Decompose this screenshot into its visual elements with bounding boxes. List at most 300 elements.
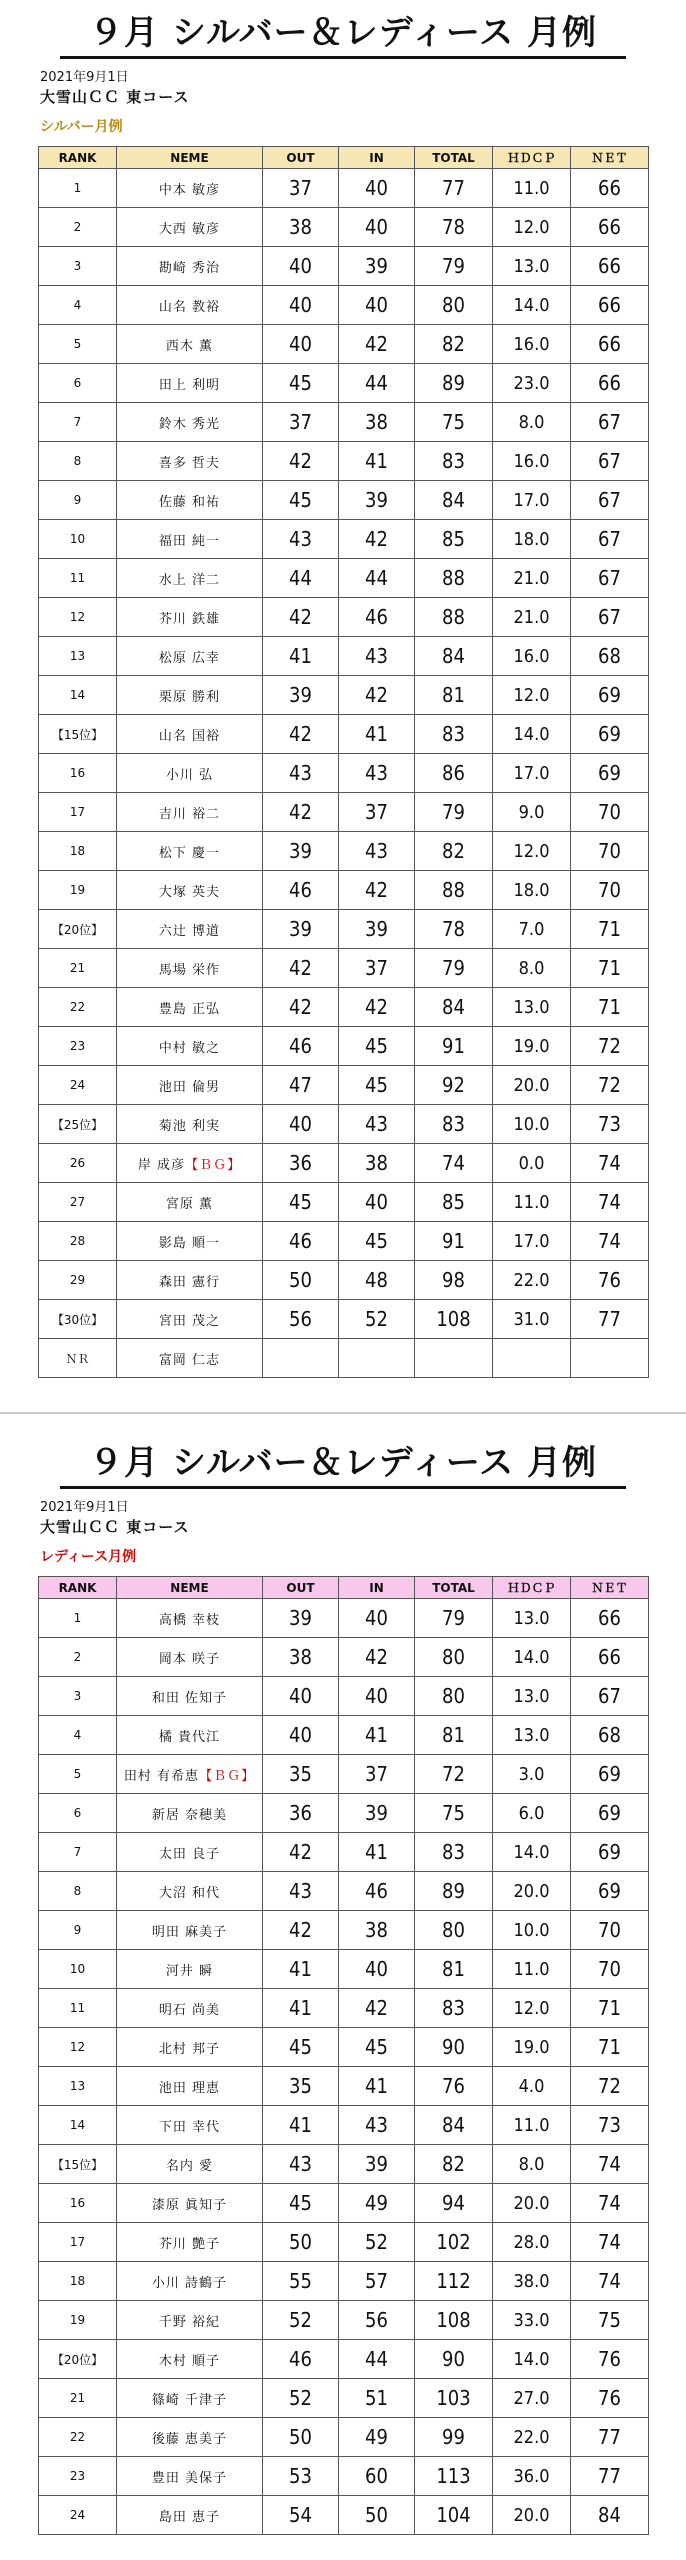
net-cell <box>571 1105 649 1144</box>
header-in: IN <box>339 147 415 169</box>
in-cell <box>339 169 415 208</box>
net-cell <box>571 1222 649 1261</box>
total-cell-text: 75 <box>442 410 465 434</box>
total-cell <box>415 559 493 598</box>
hdcp-cell <box>493 1183 571 1222</box>
in-cell-text: 42 <box>365 332 388 356</box>
net-cell <box>571 1261 649 1300</box>
out-cell <box>263 1755 339 1794</box>
in-cell-text: 46 <box>365 1879 388 1903</box>
table-row <box>39 286 649 325</box>
name-cell-text: 橘 貴代江 <box>158 1729 221 1745</box>
net-cell <box>571 598 649 637</box>
out-cell-text: 50 <box>289 2425 312 2449</box>
in-cell-text: 40 <box>365 1957 388 1981</box>
net-cell-text: 67 <box>598 488 621 512</box>
name-cell <box>117 1222 263 1261</box>
silver-date: 2021年9月1日 <box>40 70 129 85</box>
net-cell-text: 68 <box>598 644 621 668</box>
in-cell-text: 38 <box>365 410 388 434</box>
table-row <box>39 1027 649 1066</box>
header-in: IN <box>339 1577 415 1599</box>
out-cell <box>263 2067 339 2106</box>
net-cell <box>571 1755 649 1794</box>
hdcp-cell <box>493 793 571 832</box>
out-cell <box>263 1989 339 2028</box>
total-cell-text: 84 <box>442 644 465 668</box>
rank-cell-text: 13 <box>69 2079 86 2093</box>
in-cell-text: 43 <box>365 761 388 785</box>
rank-cell <box>39 1872 117 1911</box>
rank-cell-text: 28 <box>69 1234 86 1248</box>
in-cell-text: 39 <box>365 488 388 512</box>
out-cell <box>263 2145 339 2184</box>
net-cell <box>571 2028 649 2067</box>
table-row <box>39 598 649 637</box>
in-cell <box>339 2184 415 2223</box>
net-cell <box>571 871 649 910</box>
total-cell <box>415 481 493 520</box>
header-total: TOTAL <box>415 147 493 169</box>
hdcp-cell <box>493 1677 571 1716</box>
net-cell <box>571 2067 649 2106</box>
name-cell <box>117 1872 263 1911</box>
net-cell <box>571 1144 649 1183</box>
total-cell <box>415 2145 493 2184</box>
hdcp-cell <box>493 2418 571 2457</box>
name-cell <box>117 1833 263 1872</box>
rank-cell-text: 16 <box>69 2196 86 2210</box>
rank-cell-text: 8 <box>73 1884 82 1898</box>
hdcp-cell <box>493 1755 571 1794</box>
in-cell-text: 43 <box>365 839 388 863</box>
total-cell <box>415 1794 493 1833</box>
rank-cell-text: 10 <box>69 532 86 546</box>
in-cell-text: 41 <box>365 1840 388 1864</box>
net-cell <box>571 1183 649 1222</box>
rank-cell-text: 2 <box>73 1650 82 1664</box>
table-row <box>39 949 649 988</box>
in-cell-text: 40 <box>365 1190 388 1214</box>
hdcp-cell-text: 13.0 <box>513 1724 550 1746</box>
hdcp-cell <box>493 403 571 442</box>
out-cell-text: 41 <box>289 2113 312 2137</box>
name-cell <box>117 988 263 1027</box>
net-cell <box>571 247 649 286</box>
net-cell-text: 69 <box>598 761 621 785</box>
in-cell-text: 56 <box>365 2308 388 2332</box>
name-cell-text: 田上 利明 <box>158 377 221 393</box>
name-cell <box>117 1144 263 1183</box>
rank-cell-text: 1 <box>73 181 82 195</box>
name-cell <box>117 169 263 208</box>
name-cell <box>117 1261 263 1300</box>
table-row <box>39 2028 649 2067</box>
out-cell-text: 43 <box>289 2152 312 2176</box>
in-cell <box>339 1950 415 1989</box>
in-cell <box>339 1794 415 1833</box>
total-cell-text: 82 <box>442 332 465 356</box>
total-cell-text: 84 <box>442 995 465 1019</box>
name-cell-text: 後藤 恵美子 <box>151 2431 228 2447</box>
hdcp-cell <box>493 481 571 520</box>
net-cell-text: 74 <box>598 2230 621 2254</box>
rank-cell-text: 7 <box>73 1845 82 1859</box>
net-cell <box>571 1677 649 1716</box>
total-cell-text: 91 <box>442 1229 465 1253</box>
out-cell <box>263 286 339 325</box>
out-cell <box>263 676 339 715</box>
name-cell <box>117 598 263 637</box>
total-cell <box>415 2028 493 2067</box>
total-cell-text: 79 <box>442 1606 465 1630</box>
net-cell <box>571 754 649 793</box>
out-cell-text: 37 <box>289 410 312 434</box>
out-cell <box>263 793 339 832</box>
hdcp-cell <box>493 2223 571 2262</box>
in-cell-text: 46 <box>365 605 388 629</box>
rank-cell-text: 【30位】 <box>51 1312 104 1327</box>
name-cell <box>117 637 263 676</box>
total-cell-text: 113 <box>436 2464 471 2488</box>
hdcp-cell <box>493 2184 571 2223</box>
out-cell <box>263 1261 339 1300</box>
hdcp-cell <box>493 559 571 598</box>
hdcp-cell-text: 12.0 <box>513 684 550 706</box>
name-cell <box>117 949 263 988</box>
net-cell <box>571 637 649 676</box>
ladies-title: ９月 シルバー＆レディース 月例 <box>60 1442 626 1489</box>
out-cell <box>263 559 339 598</box>
out-cell <box>263 637 339 676</box>
in-cell <box>339 1872 415 1911</box>
total-cell-text: 92 <box>442 1073 465 1097</box>
net-cell <box>571 1794 649 1833</box>
hdcp-cell <box>493 598 571 637</box>
hdcp-cell-text: 4.0 <box>518 2075 545 2097</box>
rank-cell <box>39 1222 117 1261</box>
total-cell-text: 79 <box>442 800 465 824</box>
name-cell-text: 岸 成彦 <box>137 1157 186 1173</box>
name-cell-text: 芥川 鉄雄 <box>158 611 221 627</box>
name-cell-text: 中村 敏之 <box>158 1040 221 1056</box>
rank-cell <box>39 988 117 1027</box>
rank-cell-text: 5 <box>73 1767 82 1781</box>
total-cell-text: 94 <box>442 2191 465 2215</box>
hdcp-cell-text: 20.0 <box>513 1074 550 1096</box>
name-cell-text: 豊島 正弘 <box>158 1001 221 1017</box>
name-cell-text: 松原 広幸 <box>158 650 221 666</box>
hdcp-cell-text: 22.0 <box>513 1269 550 1291</box>
hdcp-cell <box>493 949 571 988</box>
out-cell <box>263 2496 339 2535</box>
total-cell <box>415 442 493 481</box>
table-row <box>39 325 649 364</box>
rank-cell-text: 12 <box>69 610 86 624</box>
hdcp-cell-text: 16.0 <box>513 450 550 472</box>
in-cell-text: 42 <box>365 1645 388 1669</box>
net-cell-text: 67 <box>598 605 621 629</box>
name-cell <box>117 715 263 754</box>
out-cell <box>263 2301 339 2340</box>
hdcp-cell <box>493 910 571 949</box>
hdcp-cell-text: 8.0 <box>518 2153 545 2175</box>
hdcp-cell-text: 0.0 <box>518 1152 545 1174</box>
net-cell-text: 66 <box>598 176 621 200</box>
net-cell-text: 69 <box>598 722 621 746</box>
hdcp-cell <box>493 1911 571 1950</box>
out-cell <box>263 1911 339 1950</box>
name-cell <box>117 1599 263 1638</box>
total-cell <box>415 2067 493 2106</box>
hdcp-cell <box>493 637 571 676</box>
out-cell-text: 43 <box>289 1879 312 1903</box>
hdcp-cell-text: 14.0 <box>513 294 550 316</box>
net-cell-text: 70 <box>598 800 621 824</box>
rank-cell <box>39 2106 117 2145</box>
net-cell <box>571 1989 649 2028</box>
table-row <box>39 1261 649 1300</box>
total-cell <box>415 2418 493 2457</box>
out-cell <box>263 2028 339 2067</box>
rank-cell <box>39 2067 117 2106</box>
rank-cell <box>39 1261 117 1300</box>
table-row <box>39 832 649 871</box>
net-cell <box>571 286 649 325</box>
name-cell <box>117 2496 263 2535</box>
out-cell-text: 36 <box>289 1801 312 1825</box>
in-cell <box>339 1833 415 1872</box>
hdcp-cell <box>493 832 571 871</box>
total-cell <box>415 1755 493 1794</box>
out-cell <box>263 832 339 871</box>
out-cell-text: 39 <box>289 683 312 707</box>
total-cell <box>415 1261 493 1300</box>
hdcp-cell <box>493 1833 571 1872</box>
rank-cell <box>39 2457 117 2496</box>
name-cell <box>117 1989 263 2028</box>
out-cell <box>263 1677 339 1716</box>
out-cell <box>263 2379 339 2418</box>
silver-header-row <box>39 147 649 169</box>
total-cell <box>415 403 493 442</box>
out-cell-text: 46 <box>289 1229 312 1253</box>
net-cell-text: 73 <box>598 1112 621 1136</box>
hdcp-cell <box>493 1989 571 2028</box>
total-cell-text: 103 <box>436 2386 471 2410</box>
table-row <box>39 2457 649 2496</box>
rank-cell-text: 13 <box>69 649 86 663</box>
out-cell-text: 52 <box>289 2308 312 2332</box>
hdcp-cell-text: 14.0 <box>513 1841 550 1863</box>
total-cell-text: 102 <box>436 2230 471 2254</box>
net-cell <box>571 1027 649 1066</box>
in-cell-text: 38 <box>365 1918 388 1942</box>
table-row <box>39 520 649 559</box>
out-cell <box>263 1833 339 1872</box>
table-row <box>39 2067 649 2106</box>
name-cell <box>117 481 263 520</box>
rank-cell-text: 24 <box>69 2508 86 2522</box>
ladies-table-body <box>39 1599 649 2535</box>
total-cell-text: 84 <box>442 2113 465 2137</box>
rank-cell-text: 24 <box>69 1078 86 1092</box>
rank-cell-text: 6 <box>73 1806 82 1820</box>
header-hdcp: ＨＤＣＰ <box>493 1577 571 1599</box>
bg-tag: 【ＢＧ】 <box>185 1157 242 1173</box>
total-cell <box>415 1183 493 1222</box>
table-row <box>39 559 649 598</box>
in-cell <box>339 520 415 559</box>
rank-cell-text: 12 <box>69 2040 86 2054</box>
name-cell <box>117 286 263 325</box>
rank-cell-text: 21 <box>69 2391 86 2405</box>
in-cell <box>339 1638 415 1677</box>
ladies-section <box>0 1430 686 2560</box>
out-cell-text: 35 <box>289 2074 312 2098</box>
total-cell-text: 77 <box>442 176 465 200</box>
net-cell-text: 72 <box>598 2074 621 2098</box>
name-cell <box>117 754 263 793</box>
name-cell-text: 明石 尚美 <box>158 2002 221 2018</box>
hdcp-cell-text: 6.0 <box>518 1802 545 1824</box>
rank-cell <box>39 481 117 520</box>
net-cell <box>571 832 649 871</box>
out-cell-text: 41 <box>289 644 312 668</box>
name-cell <box>117 832 263 871</box>
net-cell-text: 70 <box>598 1918 621 1942</box>
name-cell-text: 豊田 美保子 <box>151 2470 228 2486</box>
in-cell <box>339 598 415 637</box>
hdcp-cell <box>493 208 571 247</box>
in-cell <box>339 1599 415 1638</box>
out-cell <box>263 1183 339 1222</box>
in-cell <box>339 1066 415 1105</box>
net-cell-text: 66 <box>598 1606 621 1630</box>
in-cell <box>339 1105 415 1144</box>
hdcp-cell-text: 20.0 <box>513 2192 550 2214</box>
table-row <box>39 715 649 754</box>
name-cell <box>117 325 263 364</box>
net-cell <box>571 2379 649 2418</box>
name-cell <box>117 520 263 559</box>
hdcp-cell-text: 10.0 <box>513 1919 550 1941</box>
rank-cell-text: 22 <box>69 1000 86 1014</box>
hdcp-cell <box>493 286 571 325</box>
out-cell <box>263 2418 339 2457</box>
in-cell <box>339 1716 415 1755</box>
rank-cell <box>39 169 117 208</box>
name-cell <box>117 1183 263 1222</box>
total-cell-text: 89 <box>442 371 465 395</box>
name-cell-text: 漆原 眞知子 <box>151 2197 228 2213</box>
hdcp-cell-text: 20.0 <box>513 1880 550 1902</box>
name-cell-text: 岡本 咲子 <box>158 1651 221 1667</box>
in-cell <box>339 481 415 520</box>
net-cell-text: 73 <box>598 2113 621 2137</box>
total-cell <box>415 598 493 637</box>
rank-cell <box>39 1755 117 1794</box>
name-cell-text: 小川 詩鶴子 <box>151 2275 228 2291</box>
total-cell-text: 108 <box>436 2308 471 2332</box>
name-cell <box>117 403 263 442</box>
name-cell-text: 菊池 利実 <box>158 1118 221 1134</box>
rank-cell <box>39 364 117 403</box>
rank-cell-text: 【20位】 <box>51 922 104 937</box>
hdcp-cell <box>493 988 571 1027</box>
out-cell-text: 45 <box>289 488 312 512</box>
in-cell-text: 44 <box>365 566 388 590</box>
name-cell-text: 高橋 幸枝 <box>158 1612 221 1628</box>
out-cell-text: 43 <box>289 527 312 551</box>
name-cell-text: 明田 麻美子 <box>151 1924 228 1940</box>
rank-cell <box>39 1144 117 1183</box>
rank-cell <box>39 2145 117 2184</box>
table-row <box>39 2340 649 2379</box>
hdcp-cell-text: 10.0 <box>513 1113 550 1135</box>
net-cell <box>571 2262 649 2301</box>
net-cell-text: 71 <box>598 956 621 980</box>
net-cell-text: 70 <box>598 878 621 902</box>
net-cell <box>571 2184 649 2223</box>
table-row <box>39 2106 649 2145</box>
rank-cell-text: 3 <box>73 1689 82 1703</box>
hdcp-cell <box>493 676 571 715</box>
out-cell <box>263 1300 339 1339</box>
hdcp-cell <box>493 2145 571 2184</box>
out-cell-text: 54 <box>289 2503 312 2527</box>
total-cell-text: 75 <box>442 1801 465 1825</box>
rank-cell-text: 16 <box>69 766 86 780</box>
rank-cell-text: 10 <box>69 1962 86 1976</box>
hdcp-cell <box>493 2301 571 2340</box>
out-cell <box>263 598 339 637</box>
rank-cell <box>39 325 117 364</box>
table-row <box>39 1989 649 2028</box>
in-cell-text: 37 <box>365 800 388 824</box>
total-cell <box>415 1638 493 1677</box>
total-cell <box>415 1144 493 1183</box>
hdcp-cell <box>493 1794 571 1833</box>
out-cell <box>263 1716 339 1755</box>
in-cell <box>339 988 415 1027</box>
table-row <box>39 676 649 715</box>
net-cell <box>571 442 649 481</box>
in-cell <box>339 910 415 949</box>
out-cell <box>263 325 339 364</box>
table-row <box>39 910 649 949</box>
hdcp-cell-text: 11.0 <box>513 1191 550 1213</box>
silver-table-body <box>39 169 649 1378</box>
total-cell-text: 83 <box>442 1840 465 1864</box>
total-cell-text: 85 <box>442 1190 465 1214</box>
name-cell-text: 宮原 薫 <box>165 1196 214 1212</box>
net-cell-text: 67 <box>598 527 621 551</box>
out-cell <box>263 910 339 949</box>
in-cell <box>339 1755 415 1794</box>
total-cell-text: 98 <box>442 1268 465 1292</box>
total-cell-text: 80 <box>442 1684 465 1708</box>
rank-cell-text: 26 <box>69 1156 86 1170</box>
table-row <box>39 1144 649 1183</box>
hdcp-cell-text: 19.0 <box>513 2036 550 2058</box>
out-cell-text: 46 <box>289 2347 312 2371</box>
hdcp-cell-text: 13.0 <box>513 1685 550 1707</box>
hdcp-cell-text: 13.0 <box>513 1607 550 1629</box>
hdcp-cell-text: 13.0 <box>513 255 550 277</box>
net-cell <box>571 1911 649 1950</box>
total-cell-text: 86 <box>442 761 465 785</box>
